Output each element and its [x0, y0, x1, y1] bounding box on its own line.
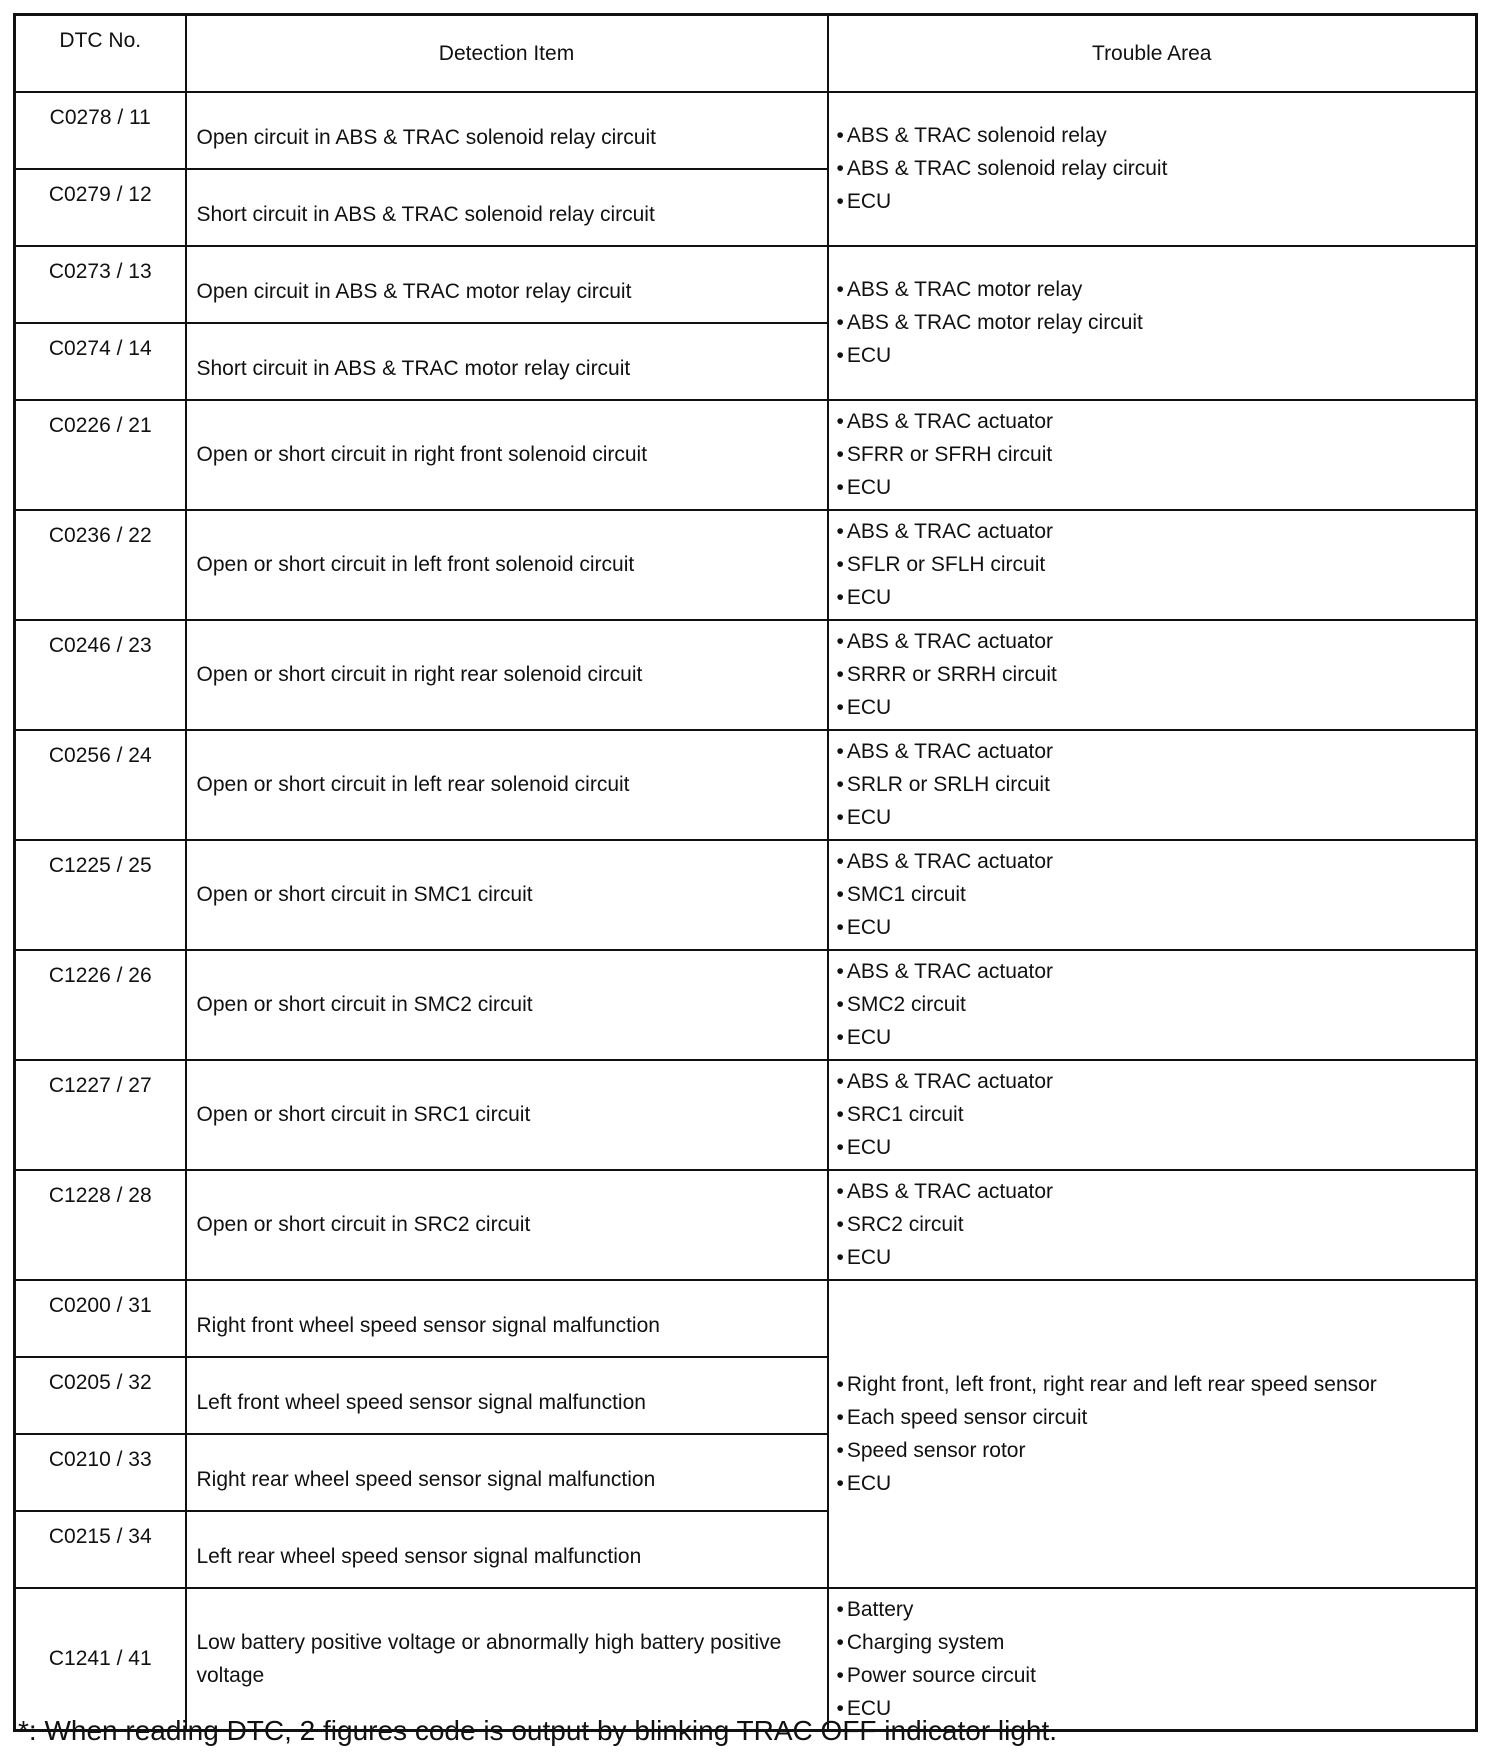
detection-item: Left rear wheel speed sensor signal malfunction: [186, 1511, 828, 1588]
table-row: [15, 1588, 1477, 1731]
trouble-bullet: • SFLR or SFLH circuit: [837, 548, 1466, 581]
trouble-bullet: • Speed sensor rotor: [837, 1434, 1466, 1467]
trouble-bullet: • ABS & TRAC motor relay circuit: [837, 306, 1466, 339]
detection-item: Low battery positive voltage or abnormally high battery positive voltage: [186, 1588, 828, 1731]
dtc-code: C0279 / 12: [15, 169, 186, 246]
trouble-bullet: • SRRR or SRRH circuit: [837, 658, 1466, 691]
dtc-code: C1225 / 25: [15, 840, 186, 950]
detection-item: Open or short circuit in right rear solenoid circuit: [186, 620, 828, 730]
trouble-area: [828, 620, 1477, 730]
dtc-code: C1227 / 27: [15, 1060, 186, 1170]
detection-item: Short circuit in ABS & TRAC solenoid relay circuit: [186, 169, 828, 246]
header-dtc-no: DTC No.: [15, 15, 186, 92]
trouble-bullet: • Power source circuit: [837, 1659, 1466, 1692]
detection-item: Left front wheel speed sensor signal malfunction: [186, 1357, 828, 1434]
trouble-area: [828, 1588, 1477, 1731]
detection-item: Right rear wheel speed sensor signal malfunction: [186, 1434, 828, 1511]
detection-item: Open or short circuit in left front solenoid circuit: [186, 510, 828, 620]
dtc-code: C0215 / 34: [15, 1511, 186, 1588]
dtc-code: C0210 / 33: [15, 1434, 186, 1511]
trouble-bullet: • ECU: [837, 1467, 1466, 1500]
trouble-bullet: • Charging system: [837, 1626, 1466, 1659]
dtc-code: C1241 / 41: [15, 1588, 186, 1731]
trouble-bullet: • SFRR or SFRH circuit: [837, 438, 1466, 471]
header-trouble-area: Trouble Area: [828, 15, 1477, 92]
trouble-bullet: • SRC1 circuit: [837, 1098, 1466, 1131]
trouble-bullet: • SRC2 circuit: [837, 1208, 1466, 1241]
detection-item: Open or short circuit in SMC1 circuit: [186, 840, 828, 950]
trouble-bullet: • ABS & TRAC motor relay: [837, 273, 1466, 306]
trouble-bullet: • ABS & TRAC actuator: [837, 735, 1466, 768]
dtc-code: C0274 / 14: [15, 323, 186, 400]
trouble-area: [828, 246, 1477, 400]
trouble-bullet: • ECU: [837, 1131, 1466, 1164]
trouble-bullet: • ABS & TRAC solenoid relay: [837, 119, 1466, 152]
trouble-bullet: • ECU: [837, 581, 1466, 614]
detection-item: Open or short circuit in right front solenoid circuit: [186, 400, 828, 510]
trouble-area: [828, 730, 1477, 840]
trouble-area: [828, 400, 1477, 510]
table-row: [15, 1060, 1477, 1170]
table-row: [15, 246, 1477, 323]
detection-item: Short circuit in ABS & TRAC motor relay circuit: [186, 323, 828, 400]
table-row: [15, 1280, 1477, 1357]
dtc-code: C0246 / 23: [15, 620, 186, 730]
trouble-bullet: • ABS & TRAC actuator: [837, 625, 1466, 658]
detection-item: Open or short circuit in SRC1 circuit: [186, 1060, 828, 1170]
trouble-bullet: • Battery: [837, 1593, 1466, 1626]
trouble-bullet: • ABS & TRAC actuator: [837, 845, 1466, 878]
dtc-code: C0236 / 22: [15, 510, 186, 620]
dtc-code: C0205 / 32: [15, 1357, 186, 1434]
table-row: [15, 92, 1477, 169]
trouble-bullet: • Right front, left front, right rear and left rear speed sensor: [837, 1368, 1466, 1401]
table-row: [15, 1170, 1477, 1280]
detection-item: Open circuit in ABS & TRAC motor relay circuit: [186, 246, 828, 323]
trouble-bullet: • ECU: [837, 1021, 1466, 1054]
table-row: [15, 950, 1477, 1060]
trouble-bullet: • ABS & TRAC actuator: [837, 405, 1466, 438]
trouble-bullet: • ABS & TRAC solenoid relay circuit: [837, 152, 1466, 185]
table-row: [15, 620, 1477, 730]
table-row: [15, 510, 1477, 620]
trouble-bullet: • ECU: [837, 1241, 1466, 1274]
trouble-area: [828, 1170, 1477, 1280]
trouble-bullet: • ABS & TRAC actuator: [837, 1065, 1466, 1098]
trouble-area: [828, 840, 1477, 950]
trouble-bullet: • SRLR or SRLH circuit: [837, 768, 1466, 801]
header-detection-item: Detection Item: [186, 15, 828, 92]
dtc-code: C0200 / 31: [15, 1280, 186, 1357]
dtc-code: C0278 / 11: [15, 92, 186, 169]
trouble-bullet: • ABS & TRAC actuator: [837, 955, 1466, 988]
detection-item: Open or short circuit in SRC2 circuit: [186, 1170, 828, 1280]
table-header-row: [15, 15, 1477, 92]
detection-item: Right front wheel speed sensor signal malfunction: [186, 1280, 828, 1357]
table-row: [15, 730, 1477, 840]
trouble-bullet: • SMC1 circuit: [837, 878, 1466, 911]
trouble-area: [828, 510, 1477, 620]
trouble-bullet: • ECU: [837, 1692, 1466, 1725]
table-row: [15, 400, 1477, 510]
footnote: *: When reading DTC, 2 figures code is output by blinking TRAC OFF indicator light.: [18, 1715, 1058, 1746]
trouble-bullet: • ECU: [837, 339, 1466, 372]
trouble-area: [828, 950, 1477, 1060]
dtc-code: C0273 / 13: [15, 246, 186, 323]
trouble-bullet: • ECU: [837, 911, 1466, 944]
trouble-bullet: • ABS & TRAC actuator: [837, 515, 1466, 548]
dtc-code: C1226 / 26: [15, 950, 186, 1060]
trouble-bullet: • SMC2 circuit: [837, 988, 1466, 1021]
dtc-code: C1228 / 28: [15, 1170, 186, 1280]
table-row: [15, 840, 1477, 950]
detection-item: Open or short circuit in SMC2 circuit: [186, 950, 828, 1060]
trouble-area: [828, 1060, 1477, 1170]
trouble-bullet: • ECU: [837, 691, 1466, 724]
trouble-bullet: • Each speed sensor circuit: [837, 1401, 1466, 1434]
trouble-bullet: • ECU: [837, 185, 1466, 218]
dtc-code: C0256 / 24: [15, 730, 186, 840]
dtc-table: [13, 13, 1478, 1732]
trouble-area: [828, 92, 1477, 246]
trouble-bullet: • ABS & TRAC actuator: [837, 1175, 1466, 1208]
detection-item: Open circuit in ABS & TRAC solenoid relay circuit: [186, 92, 828, 169]
detection-item: Open or short circuit in left rear solenoid circuit: [186, 730, 828, 840]
trouble-bullet: • ECU: [837, 801, 1466, 834]
trouble-bullet: • ECU: [837, 471, 1466, 504]
trouble-area: [828, 1280, 1477, 1588]
dtc-code: C0226 / 21: [15, 400, 186, 510]
